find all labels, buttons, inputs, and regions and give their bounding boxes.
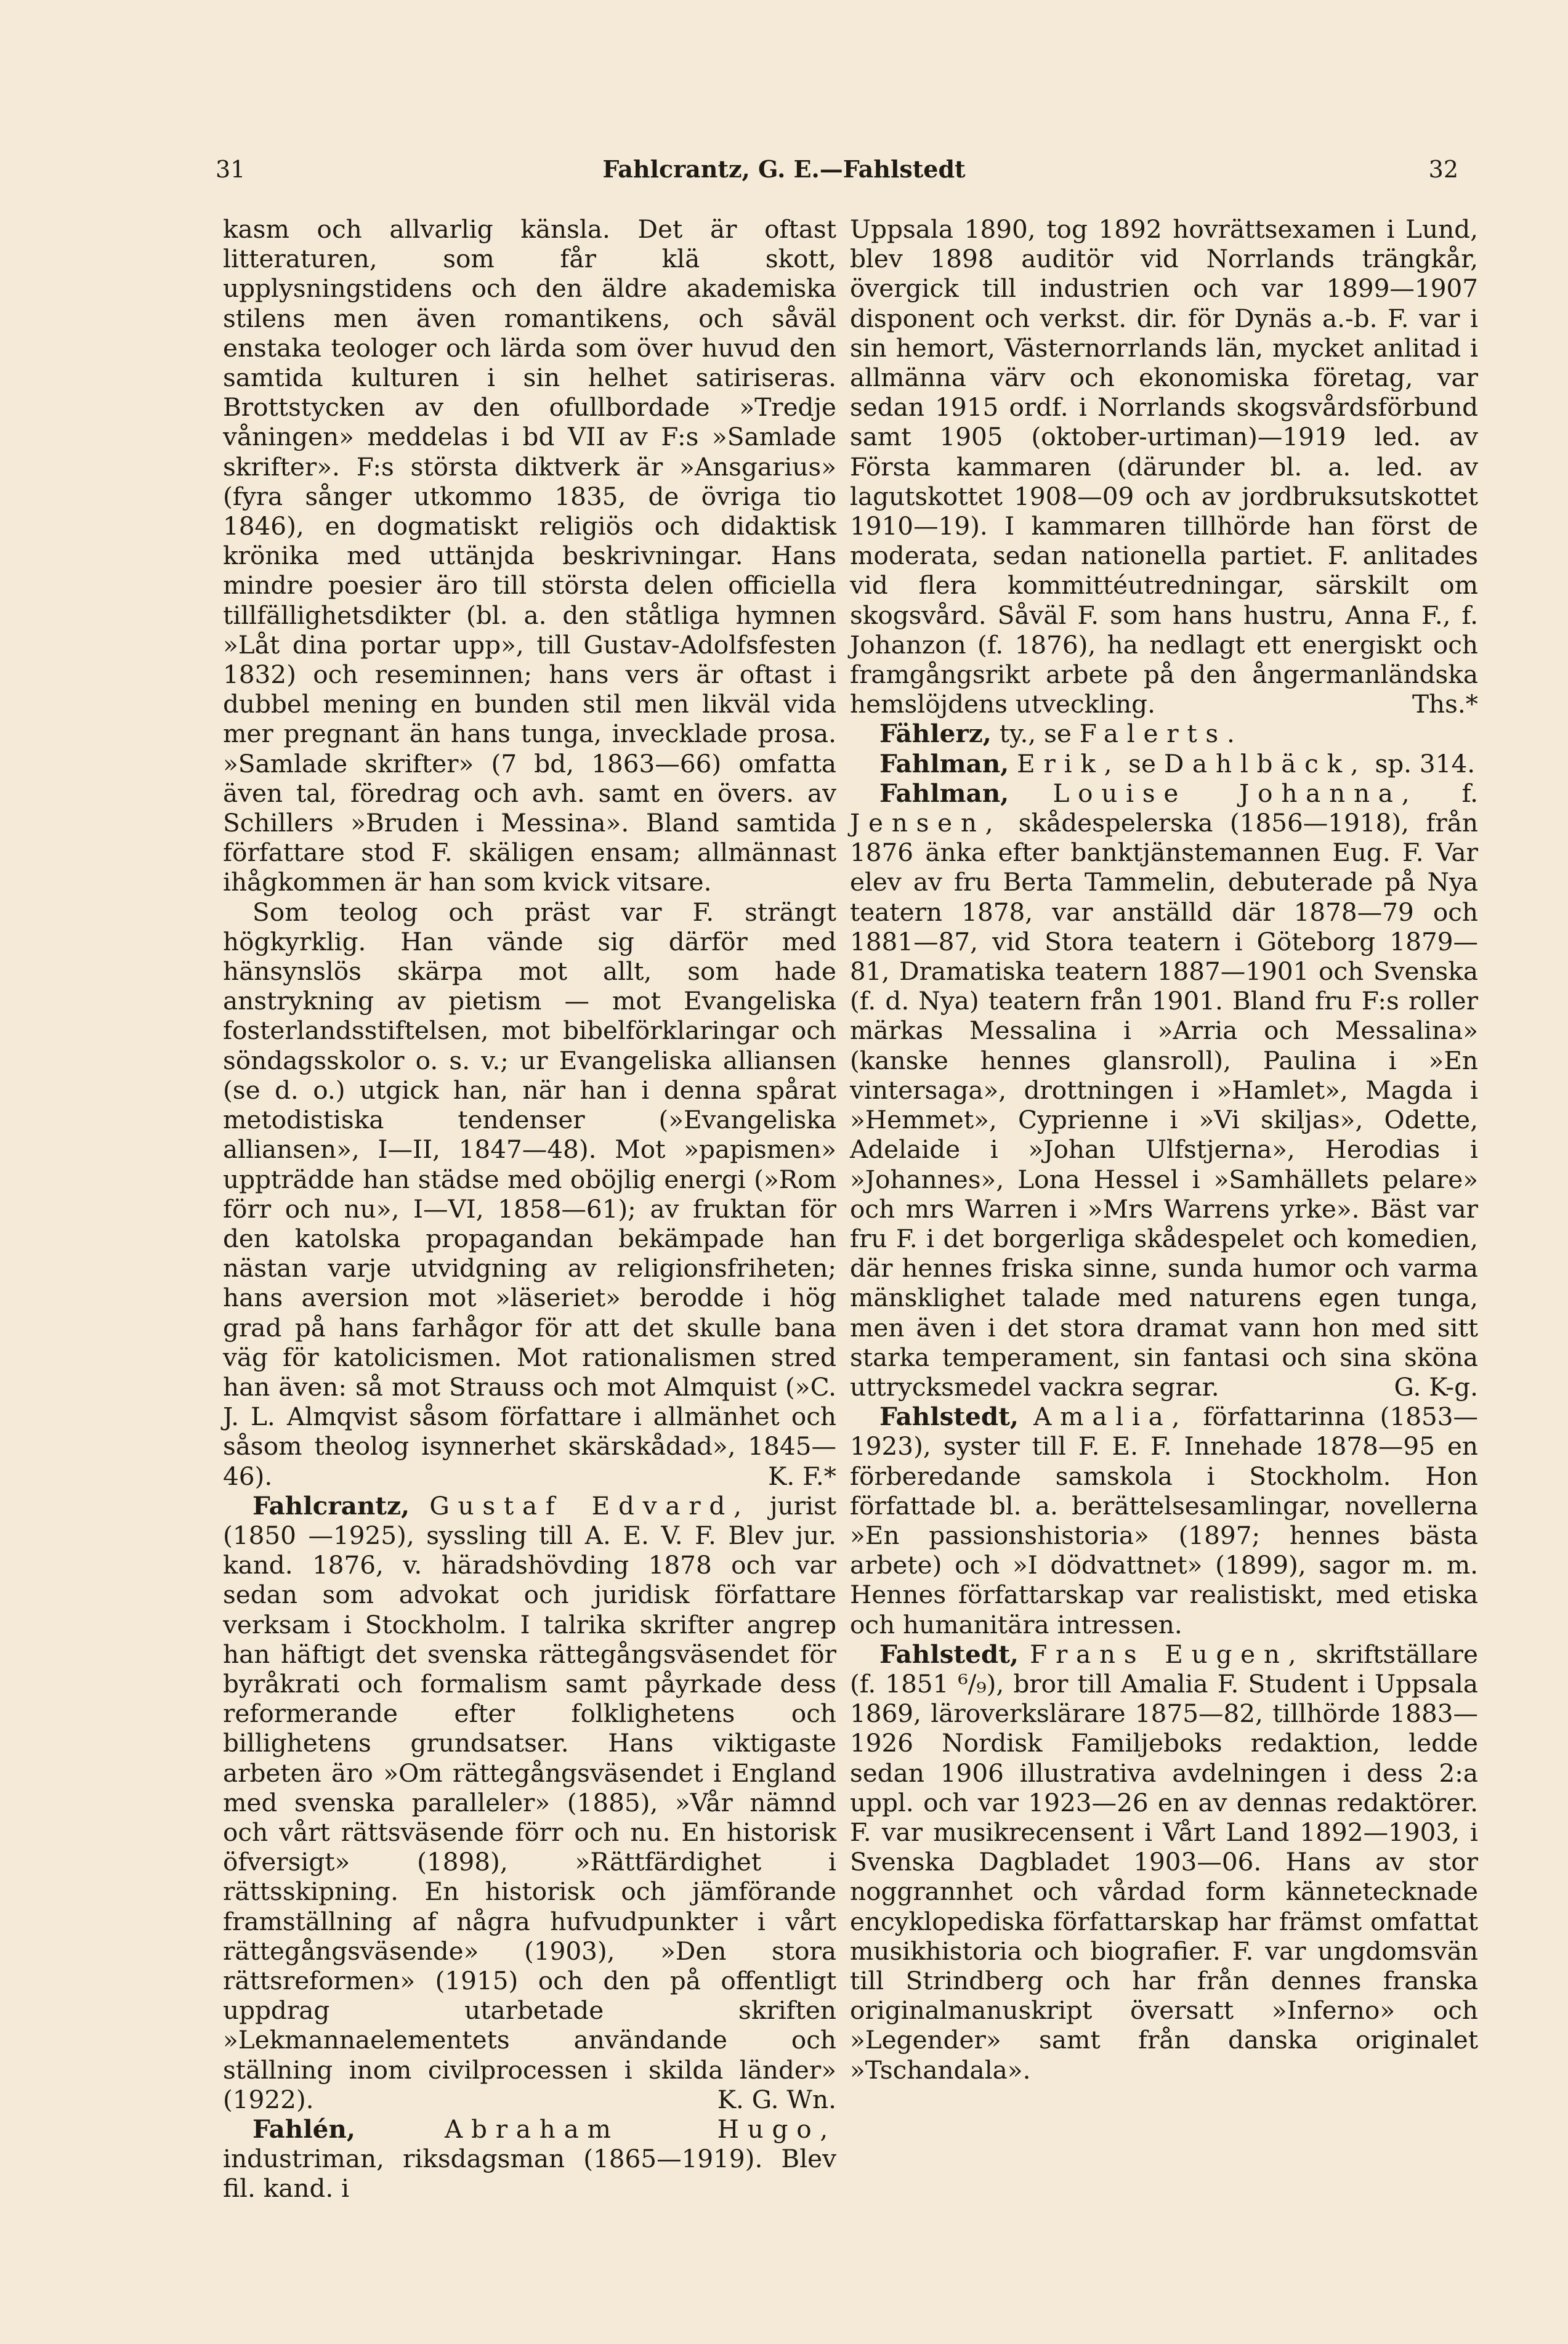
entry-birth-name: Jensen, — [850, 808, 1002, 838]
right-column — [850, 214, 1478, 2085]
entry-name: Frans Eugen, — [1030, 1639, 1305, 1669]
author-signature: G. K-g. — [1394, 1372, 1478, 1402]
running-header: Fahlcrantz, G. E.—Fahlstedt — [602, 155, 966, 183]
author-signature: K. F.* — [768, 1461, 836, 1491]
entry-text: industriman, riksdagsman (1865—1919). Blev fil. kand. i — [223, 2144, 836, 2204]
entry-fahlerz — [850, 719, 1478, 748]
entry-text: skriftställare (f. 1851 ⁶/₉), bror till Amalia F. Student i Uppsala 1869, läroverkslärare 1875—82, tillhörde 1883—1926 Nordisk Familjeboks redaktion, ledde sedan 1906 illustrativa avdelningen i dess 2:a uppl. och var 1923—26 en av dennas redaktörer. F. var musikrecensent i Vårt Land 1892—1903, i Svenska Dagbladet 1903—06. Hans av stor noggrannhet och vårdad form kännetecknade encyklopediska författarskap har främst omfattat musikhistoria och biografier. F. var ungdomsvän till Strindberg och har från dennes franska originalmanuskript översatt »Inferno» och »Legender» samt från danska originalet »Tschandala». — [850, 1639, 1479, 2085]
paragraph — [223, 897, 836, 1491]
entry-headword: Fahlman, — [879, 778, 1009, 808]
author-signature: Ths.* — [1412, 689, 1478, 719]
left-page-number: 31 — [216, 156, 246, 183]
entry-name: Gustaf Edvard, — [429, 1490, 750, 1521]
entry-headword: Fahlman, — [879, 748, 1009, 778]
entry-text: sp. 314. — [1375, 748, 1476, 778]
entry-text: se — [1128, 748, 1156, 778]
entry-headword: Fahlstedt, — [879, 1639, 1019, 1669]
paragraph — [850, 214, 1478, 719]
entry-headword: Fählerz, — [879, 719, 992, 749]
entry-text: skådespelerska (1856—1918), från 1876 änka efter banktjänstemannen Eug. F. Var elev av fru Berta Tammelin, debuterade på Nya teatern 1878, var anställd där 1878—79 och 1881—87, vid Stora teatern i Göteborg 1879—81, Dramatiska teatern 1887—1901 och Svenska (f. d. Nya) teatern från 1901. Bland fru F:s roller märkas Messalina i »Arria och Messalina» (kanske hennes glansroll), Paulina i »En vintersaga», drottningen i »Hamlet», Magda i »Hemmet», Cyprienne i »Vi skiljas», Odette, Adelaide i »Johan Ulfstjerna», Herodias i »Johannes», Lona Hessel i »Samhällets pelare» och mrs Warren i »Mrs Warrens yrke». Bäst var fru F. i det borgerliga skådespelet och komedien, där hennes friska sinne, sunda humor och varma mänsklighet talade med naturens egen tunga, men även i det stora dramat vann hon med sitt starka temperament, sin fantasi och sina sköna uttrycksmedel vackra segrar. — [850, 808, 1478, 1402]
paragraph: kasm och allvarlig känsla. Det är oftast litteraturen, som får klä skott, upplysningstidens och den äldre akademiska stilens men även romantikens, och såväl enstaka teologer och lärda som över huvud den samtida kulturen i sin helhet satiriseras. Brottstycken av den ofullbordade »Tredje våningen» meddelas i bd VII av F:s »Samlade skrifter». F:s största diktverk är »Ansgarius» (fyra sånger utkommo 1835, de övriga tio 1846), en dogmatiskt religiös och didaktisk krönika med uttänjda beskrivningar. Hans mindre poesier äro till största delen officiella tillfällighetsdikter (bl. a. den ståtliga hymnen »Låt dina portar upp», till Gustav-Adolfsfesten 1832) och reseminnen; hans vers är oftast i dubbel mening en bunden stil men likväl vida mer pregnant än hans tunga, invecklade prosa. »Samlade skrifter» (7 bd, 1863—66) omfatta även tal, föredrag och avh. samt en övers. av Schillers »Bruden i Messina». Bland samtida författare stod F. skäligen ensam; allmännast ihågkommen är han som kvick vitsare. — [223, 214, 836, 897]
entry-fahlcrantz — [223, 1491, 836, 2114]
right-page-number: 32 — [1428, 156, 1458, 183]
entry-headword: Fahlén, — [253, 2114, 355, 2144]
entry-text: författarinna (1853—1923), syster till F. E. F. Innehade 1878—95 en förberedande samskola i Stockholm. Hon författade bl. a. berättelsesamlingar, novellerna »En passionshistoria» (1897; hennes bästa arbete) och »I dödvattnet» (1899), sagor m. m. Hennes författarskap var realistiskt, med etiska och humanitära intressen. — [850, 1402, 1479, 1639]
entry-fahlstedt-amalia — [850, 1402, 1478, 1639]
left-column — [223, 214, 836, 2204]
entry-name: Abraham Hugo, — [445, 2114, 836, 2144]
entry-fahlman-erik — [850, 749, 1478, 778]
paragraph-text: Som teolog och präst var F. strängt högkyrklig. Han vände sig därför med hänsynslös skärpa mot allt, som hade anstrykning av pietism — mot Evangeliska fosterlandsstiftelsen, mot bibelförklaringar och söndagsskolor o. s. v.; ur Evangeliska alliansen (se d. o.) utgick han, när han i denna spårat metodistiska tendenser (»Evangeliska alliansen», I—II, 1847—48). Mot »papismen» uppträdde han städse med oböjlig energi (»Rom förr och nu», I—VI, 1858—61); av fruktan för den katolska propagandan bekämpade han nästan varje utvidgning av religionsfriheten; hans aversion mot »läseriet» berodde i hög grad på hans farhågor för att det skulle bana väg för katolicismen. Mot rationalismen stred han även: så mot Strauss och mot Almquist (»C. J. L. Almqvist såsom författare i allmänhet och såsom theolog isynnerhet skärskådad», 1845—46). — [223, 897, 836, 1491]
entry-text: jurist (1850 —1925), syssling till A. E. V. F. Blev jur. kand. 1876, v. häradshövding 1878 och var sedan som advokat och juridisk författare verksam i Stockholm. I talrika skrifter angrep han häftigt det svenska rättegångsväsendet för byråkrati och formalism samt påyrkade dess reformerande efter folklighetens och billighetens grundsatser. Hans viktigaste arbeten äro »Om rättegångsväsendet i England med svenska paralleler» (1885), »Vår nämnd och vårt rättsväsende förr och nu. En historisk öfversigt» (1898), »Rättfärdighet i rättsskipning. En historisk och jämförande framställning af några hufvudpunkter i vårt rättegångsväsende» (1903), »Den stora rättsreformen» (1915) och den på offentligt uppdrag utarbetade skriften »Lekmannaelementets användande och ställning inom civilprocessen i skilda länder» (1922). — [223, 1490, 837, 2114]
entry-name: Louise Johanna, — [1053, 778, 1418, 808]
entry-fahlman-louise — [850, 778, 1478, 1402]
entry-name: Amalia, — [1033, 1402, 1189, 1432]
cross-reference: Falerts. — [1079, 719, 1243, 749]
entry-fahlen — [223, 2114, 836, 2204]
entry-headword: Fahlcrantz, — [253, 1490, 410, 1521]
entry-name: Erik, — [1017, 748, 1121, 778]
paragraph-text: Uppsala 1890, tog 1892 hovrättsexamen i Lund, blev 1898 auditör vid Norrlands trängkår, övergick till industrien och var 1899—1907 disponent och verkst. dir. för Dynäs a.-b. F. var i sin hemort, Västernorrlands län, mycket anlitad i allmänna värv och ekonomiska företag, var sedan 1915 ordf. i Norrlands skogsvårdsförbund samt 1905 (oktober-urtiman)—1919 led. av Första kammaren (därunder bl. a. led. av lagutskottet 1908—09 och av jordbruksutskottet 1910—19). I kammaren tillhörde han först de moderata, sedan nationella partiet. F. anlitades vid flera kommittéutredningar, särskilt om skogsvård. Såväl F. som hans hustru, Anna F., f. Johanzon (f. 1876), ha nedlagt ett energiskt och framgångsrikt arbete på den ångermanländska hemslöjdens utveckling. — [850, 214, 1478, 719]
author-signature: K. G. Wn. — [717, 2084, 836, 2114]
entry-headword: Fahlstedt, — [879, 1402, 1019, 1432]
entry-fahlstedt-frans — [850, 1639, 1478, 2085]
cross-reference: Dahlbäck, — [1163, 748, 1367, 778]
entry-text: ty., se — [999, 719, 1072, 749]
entry-text: f. — [1461, 778, 1478, 808]
